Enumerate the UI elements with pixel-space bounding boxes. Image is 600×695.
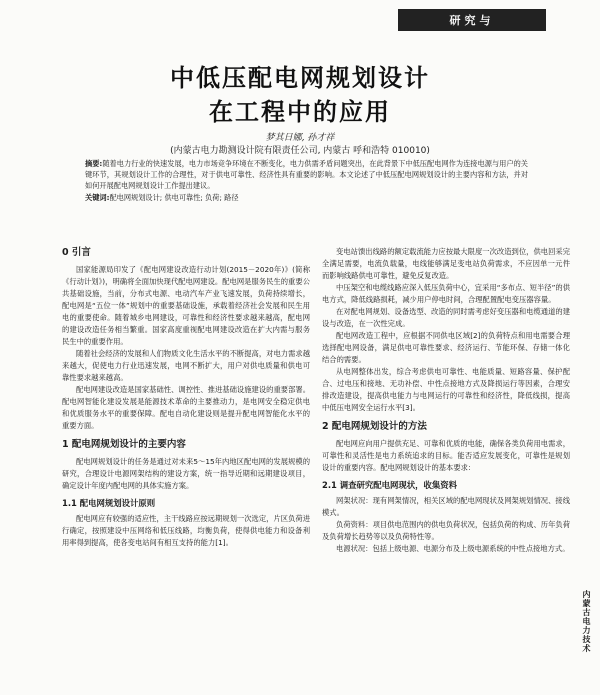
paragraph: 配电网应有较强的适应性，主干线路应按远期规划一次选定，片区负荷进行确定，按照建设中压网络和低压线路，均衡负荷，使得供电能力和设备利用率得到提高，使各变电站间有相互支持的能力[1]。 bbox=[62, 514, 310, 547]
authors: 梦其日娜, 孙才祥 bbox=[265, 133, 335, 143]
paragraph: 变电站馈出线路的额定载流能力应按最大限度一次改造到位，供电回采完全满足需要，电流负载量，电线能够满足变电站负荷需求，不应因单一元件而影响线路供电可靠性，避免反复改造。 bbox=[322, 247, 570, 280]
title-line-1: 中低压配电网规划设计 bbox=[170, 64, 430, 92]
heading-section-2-1: 2.1 调查研究配电网现状，收集资料 bbox=[322, 480, 458, 490]
heading-introduction: 0 引言 bbox=[62, 247, 91, 258]
left-column bbox=[62, 246, 310, 549]
keywords bbox=[85, 192, 528, 203]
abstract-block bbox=[85, 158, 528, 234]
paragraph: 负荷资料：项目供电范围内的供电负荷状况，包括负荷的构成、历年负荷及负荷增长趋势等以及负荷特性等。 bbox=[322, 520, 570, 541]
paragraph: 配电网规划设计的任务是通过对未来5～15年内地区配电网的发展规模的研究，合理设计电源网架结构的建设方案，统一指导近期和远期建设项目，确定设计年度内配电网的具体实施方案。 bbox=[62, 457, 310, 490]
paragraph: 中压架空和电缆线路应深入低压负荷中心，宜采用“多布点、短半径”的供电方式，降低线路损耗，减少用户停电时间，合理配置配电变压器容量。 bbox=[322, 283, 570, 304]
paragraph: 从电网整体出发，综合考虑供电可靠性、电能质量、短路容量、保护配合、过电压和接地、无功补偿、中性点接地方式及降损运行等因素，合理安排改造建设，提高供电能力与电网运行的可靠性和经济性，降低线损，提高中低压电网安全运行水平[3]。 bbox=[322, 367, 570, 412]
journal-spine-label: 内蒙古电力技术 bbox=[582, 590, 591, 653]
keywords-label: 关键词: bbox=[85, 193, 110, 202]
paragraph: 配电网改造工程中，应根据不同供电区域[2]的负荷特点和用电需要合理选择配电网设备，满足供电可靠性要求、经济运行、节能环保、存储一体化结合的需要。 bbox=[322, 331, 570, 364]
abstract-label: 摘要: bbox=[85, 159, 103, 168]
heading-section-1-1: 1.1 配电网规划设计原则 bbox=[62, 498, 156, 508]
right-column bbox=[322, 246, 570, 555]
section-badge: 研究与 bbox=[398, 9, 546, 31]
paragraph: 配电网应向用户提供充足、可靠和优质的电能，确保各类负荷用电需求，可靠性和灵活性是电力系统追求的目标。能否适应发展变化，可靠性是规划设计的重要内容。配电网规划设计的基本要求： bbox=[322, 439, 570, 472]
paragraph: 随着社会经济的发展和人们物质文化生活水平的不断提高，对电力需求越来越大，促使电力行业迅速发展，电网不断扩大，用户对供电质量和供电可靠性要求越来越高。 bbox=[62, 349, 310, 382]
paragraph: 在对配电网规划、设备选型、改造的同时需考虑好变压器和电缆通道的建设与改造，在一次性完成。 bbox=[322, 307, 570, 328]
abstract-text: 随着电力行业的快速发展，电力市场竞争环境在不断变化，电力供需矛盾问题突出，在此背景下中低压配电网作为连接电源与用户的关键环节，其规划设计工作的合理性，对于供电可靠性、经济性具有重要的影响。本文论述了中低压配电网规划设计的主要内容和方法，并对如何开展配电网规划设计工作提出建议。 bbox=[85, 159, 528, 190]
title-line-2: 在工程中的应用 bbox=[209, 98, 391, 126]
abstract bbox=[85, 158, 528, 191]
heading-section-2: 2 配电网规划设计的方法 bbox=[322, 421, 427, 432]
heading-section-1: 1 配电网规划设计的主要内容 bbox=[62, 439, 186, 450]
paragraph: 网架状况：现有网架情况，相关区域的配电网现状及网架规划情况、接线模式。 bbox=[322, 496, 570, 517]
paragraph: 国家能源局印发了《配电网建设改造行动计划(2015－2020年)》(简称《行动计划》)，明确将全面加快现代配电网建设。配电网是服务民生的重要公共基础设施，当前，分布式电源、电动汽车产业飞速发展，负荷持续增长，配电网是“五位一体”规划中的重要基础设施，承载着经济社会发展和民生用电的重要使命。随着城乡电网建设，可靠性和经济性要求越来越高，配电网的建设改造任务相当繁重。国家高度重视配电网建设改造在扩大内需与服务民生中的重要作用。 bbox=[62, 265, 310, 346]
paragraph: 电源状况：包括上级电源、电源分布及上级电源系统的中性点接地方式。 bbox=[336, 544, 570, 553]
keywords-text: 配电网规划设计; 供电可靠性; 负荷; 路径 bbox=[109, 193, 239, 202]
affiliation: (内蒙古电力勘测设计院有限责任公司, 内蒙古 呼和浩特 010010) bbox=[170, 146, 430, 156]
paragraph: 配电网建设改造是国家基础性、调控性、推进基础设施建设的重要部署。配电网智能化建设发展是能源技术革命的主要推动力，是电网安全稳定供电和优质服务水平的重要保障。配电自动化建设则是提升配电网智能化水平的重要方面。 bbox=[62, 385, 310, 430]
